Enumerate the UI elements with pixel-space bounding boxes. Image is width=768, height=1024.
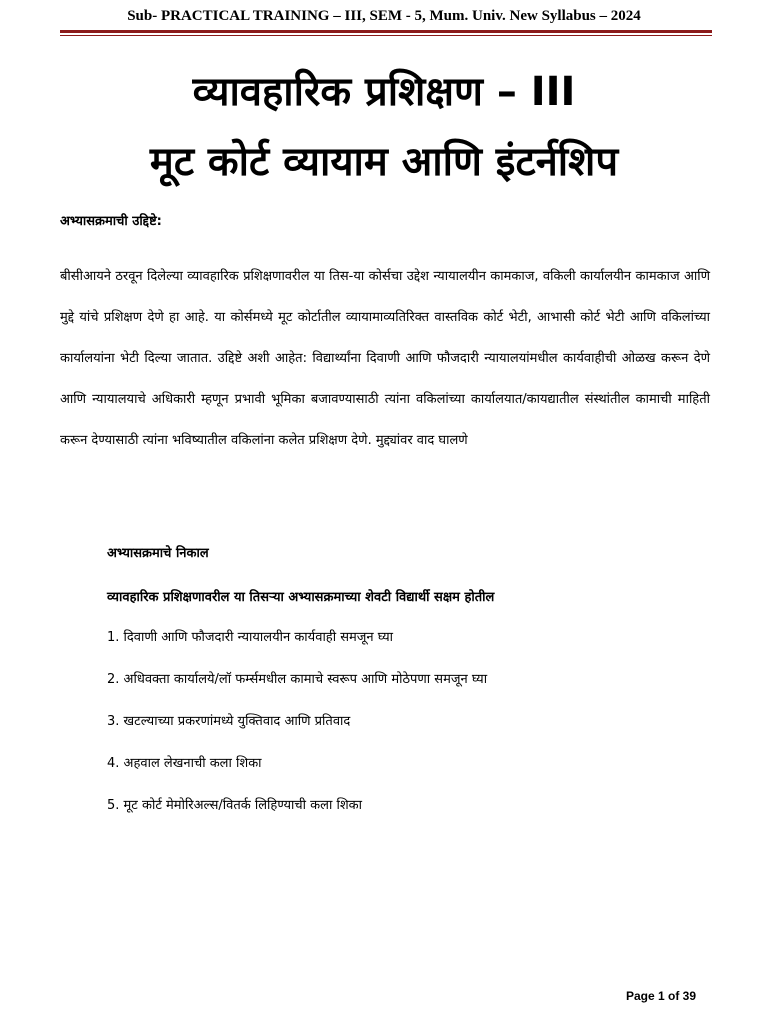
outcomes-heading: अभ्यासक्रमाचे निकाल bbox=[107, 546, 209, 561]
header-divider-thick bbox=[60, 30, 712, 33]
page-number: Page 1 of 39 bbox=[625, 989, 696, 1003]
objectives-heading: अभ्यासक्रमाची उद्दिष्टे: bbox=[60, 214, 162, 229]
outcome-item-4: 4. अहवाल लेखनाची कला शिका bbox=[107, 756, 262, 771]
header-divider-thin bbox=[60, 35, 712, 36]
outcome-item-5: 5. मूट कोर्ट मेमोरिअल्स/वितर्क लिहिण्याची कला शिका bbox=[107, 798, 363, 813]
objectives-paragraph: बीसीआयने ठरवून दिलेल्या व्यावहारिक प्रशिक्षणावरील या तिस-या कोर्सचा उद्देश न्यायालयीन कामकाज, वकिली कार्यालयीन कामकाज आणि मुद्दे यांचे प्रशिक्षण देणे हा आहे. या कोर्समध्ये मूट कोर्टातील व्यायामाव्यतिरिक्त वास्तविक कोर्ट भेटी, आभासी कोर्ट भेटी आणि वकिलांच्या कार्यालयांना भेटी दिल्या जातात. उद्दिष्टे अशी आहेत: विद्यार्थ्यांना दिवाणी आणि फौजदारी न्यायालयांमधील कार्यवाहीची ओळख करून देणे आणि न्यायालयाचे अधिकारी म्हणून प्रभावी भूमिका बजावण्यासाठी त्यांना वकिलांच्या कार्यालयात/कायद्यातील संस्थांतील कामाची माहिती करून देण्यासाठी त्यांना भविष्यातील वकिलांना कलेत प्रशिक्षण देणे. मुद्द्यांवर वाद घालणे bbox=[60, 269, 710, 448]
page-title-line-1: व्यावहारिक प्रशिक्षण – III bbox=[192, 69, 576, 115]
outcome-item-1: 1. दिवाणी आणि फौजदारी न्यायालयीन कार्यवाही समजून घ्या bbox=[107, 630, 393, 645]
outcome-item-3: 3. खटल्याच्या प्रकरणांमध्ये युक्तिवाद आणि प्रतिवाद bbox=[107, 714, 351, 729]
page-title-line-2: मूट कोर्ट व्यायाम आणि इंटर्नशिप bbox=[149, 139, 619, 185]
page-header: Sub- PRACTICAL TRAINING – III, SEM - 5, Mum. Univ. New Syllabus – 2024 bbox=[127, 8, 641, 24]
outcome-item-2: 2. अधिवक्ता कार्यालये/लॉ फर्म्समधील कामाचे स्वरूप आणि मोठेपणा समजून घ्या bbox=[107, 672, 488, 687]
outcomes-intro: व्यावहारिक प्रशिक्षणावरील या तिसऱ्या अभ्यासक्रमाच्या शेवटी विद्यार्थी सक्षम होतील bbox=[107, 590, 495, 605]
outcome-list bbox=[107, 628, 487, 838]
